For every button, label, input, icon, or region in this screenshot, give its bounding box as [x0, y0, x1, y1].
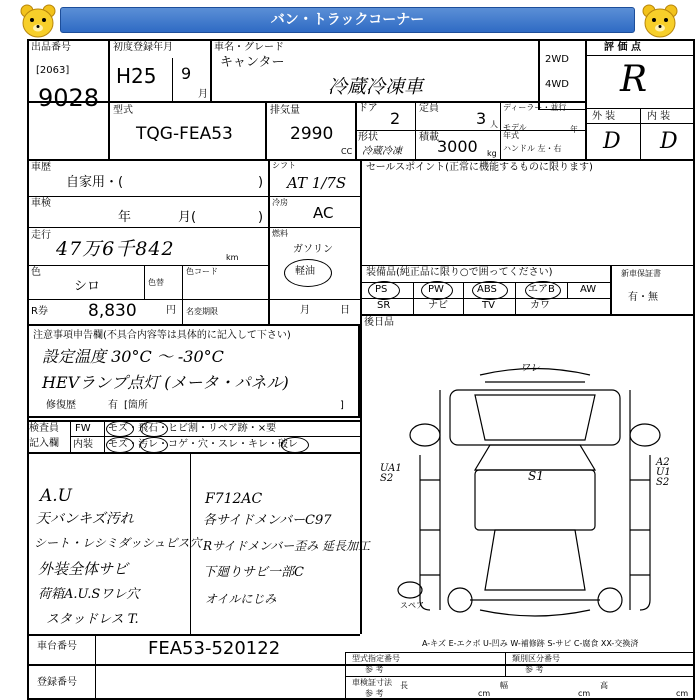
mileage-unit: km — [226, 253, 239, 262]
dims-length-unit: cm — [478, 689, 491, 698]
notes-line2: HEVランプ点灯 (メータ・パネル) — [42, 373, 289, 392]
chassis-value: FEA53-520122 — [148, 638, 281, 659]
rear-seat-label: 後日品 — [364, 317, 394, 328]
equipment-pw-circle — [421, 281, 453, 300]
load-label: 積載 — [419, 132, 439, 143]
chassis-label: 車台番号 — [37, 641, 77, 652]
mileage-label: 走行 — [31, 230, 51, 241]
ac-value: AC — [313, 204, 334, 222]
model-name-label: 車名・グレード — [214, 42, 284, 53]
equipment-ps: PS — [375, 284, 388, 295]
rating-exterior-label: 外 装 — [592, 111, 616, 122]
history-close: ) — [258, 175, 264, 190]
dealer-year-unit: 年 — [570, 125, 578, 134]
drive-4wd: 4WD — [545, 79, 569, 90]
drive-2wd: 2WD — [545, 54, 569, 65]
inspector-note-left-0: A.U — [40, 486, 73, 506]
dims-height-unit: cm — [676, 689, 689, 698]
first-reg-month: 9 — [181, 64, 192, 83]
recycle-value: 8,830 — [88, 301, 137, 321]
displacement-label: 排気量 — [270, 105, 300, 116]
color-label: 色 — [31, 267, 41, 278]
dims-width: 幅 — [500, 681, 508, 690]
inspector-note-left-4: 荷箱A.U.Sワレ穴 — [38, 587, 140, 602]
first-reg-label: 初度登録年月 — [113, 42, 173, 53]
fuel-label: 燃料 — [272, 229, 288, 238]
name-change-month: 月 — [300, 305, 310, 316]
diagram-legend: A-キズ E-エクボ U-凹み W-補修跡 S-サビ C-腐食 XX-交換済 — [422, 639, 639, 648]
door-value: 2 — [390, 109, 401, 128]
shift-value: AT 1/7S — [287, 174, 347, 192]
displacement-value: 2990 — [290, 124, 334, 144]
dims-label: 車検証寸法 — [352, 678, 392, 687]
inspector-row1-head: FW — [75, 423, 91, 434]
mileage-value: 47万6千842 — [56, 238, 175, 260]
repair-close: ] — [340, 400, 344, 411]
diagram-top-mark: ワレ — [520, 363, 540, 374]
inspector-label1: 検査員 — [29, 423, 59, 434]
equipment-abs: ABS — [477, 284, 497, 295]
load-unit: kg — [487, 149, 497, 158]
dims-height: 高 — [600, 681, 608, 690]
repair-value: 有 — [108, 400, 118, 411]
recycle-unit: 円 — [166, 305, 176, 316]
diagram-spare-label: スペア — [400, 601, 424, 610]
inspector-note-right-1: 各サイドメンバーC97 — [203, 513, 332, 528]
dims-width-unit: cm — [578, 689, 591, 698]
equipment-airbag-circle — [525, 281, 561, 300]
shift-label: シフト — [272, 161, 296, 170]
notes-line1: 設定温度 30°C 〜 -30°C — [42, 347, 224, 366]
model-name-value: キャンター — [220, 55, 285, 70]
dims-length: 長 — [400, 681, 408, 690]
inspection-close: ) — [258, 210, 264, 225]
first-reg-year: H25 — [116, 64, 157, 88]
diagram-center-mark: S1 — [528, 469, 544, 483]
name-change-day: 日 — [340, 305, 350, 316]
type-label: 型式 — [113, 105, 133, 116]
fuel-gasoline: ガソリン — [293, 244, 333, 255]
dealer-handle-label: ハンドル 左・右 — [503, 144, 562, 153]
header-banner — [60, 7, 635, 33]
color-tone-label: 色替 — [148, 278, 164, 287]
sales-point-label: セールスポイント(正常に機能するものに限ります) — [366, 162, 593, 173]
repair-label: 修復歴 — [46, 400, 76, 411]
equipment-leather: カワ — [530, 300, 550, 311]
door-label: ドア — [358, 103, 378, 114]
fw-mark-circle-1 — [106, 421, 134, 437]
inspector-row2-items: モズ・汚レ・コゲ・穴・スレ・キレ・破レ — [108, 439, 298, 450]
name-change-label: 名変期限 — [186, 307, 218, 316]
dealer-label: ディーラー・並行 — [503, 103, 567, 112]
warranty-label: 新車保証書 — [621, 269, 661, 278]
inspector-note-left-2: シート・レシミダッシュビス穴 — [34, 536, 202, 550]
inspector-note-right-3: 下廻りサビ一部C — [203, 565, 304, 580]
page-title: バン・トラックコーナー — [270, 12, 425, 28]
first-reg-month-unit: 月 — [198, 89, 208, 100]
repair-place: [箇所 — [124, 400, 148, 411]
load-value: 3000 — [437, 137, 478, 156]
lot-label: 出品番号 — [31, 42, 71, 53]
color-code-label: 色コード — [186, 267, 218, 276]
capacity-value: 3 — [476, 109, 487, 128]
interior-mark-circle-1 — [106, 437, 134, 453]
equipment-tv: TV — [482, 300, 495, 311]
interior-mark-circle-2 — [140, 437, 168, 453]
inspection-year-unit: 年 — [118, 210, 132, 225]
inspection-label: 車検 — [31, 198, 51, 209]
rating-exterior-value: D — [603, 129, 621, 154]
ac-label: 冷房 — [272, 198, 288, 207]
equipment-pw: PW — [428, 284, 444, 295]
inspector-row1-items: モズ・飛石・ヒビ割・リペア跡・×要 — [108, 423, 277, 434]
shape-label: 形状 — [358, 132, 378, 143]
inspector-note-left-5: スタッドレス T. — [46, 612, 139, 627]
rating-value: R — [620, 59, 648, 100]
warranty-value: 有・無 — [628, 292, 658, 303]
cert-label: 型式指定番号 — [352, 654, 400, 663]
type-value: TQG-FEA53 — [136, 124, 233, 144]
equipment-abs-circle — [472, 281, 508, 300]
registration-label: 登録番号 — [37, 677, 77, 688]
diagram-right-mark: A2 U1 S2 — [656, 457, 671, 488]
capacity-unit: 人 — [490, 120, 498, 129]
inspector-row2-head: 内装 — [73, 439, 93, 450]
cert-sub: 参 考 — [365, 665, 384, 674]
inspector-note-right-0: F712AC — [205, 491, 263, 507]
dims-sub: 参 考 — [365, 689, 384, 698]
equipment-navi: ナビ — [428, 300, 448, 311]
lot-sub: [2063] — [36, 65, 70, 76]
color-value: シロ — [74, 279, 101, 294]
recycle-label: R券 — [31, 306, 48, 317]
fuel-diesel: 軽油 — [295, 266, 315, 277]
inspector-note-right-4: オイルにじみ — [205, 592, 277, 606]
interior-mark-circle-3 — [281, 437, 309, 453]
mascot-bear-icon-right — [640, 2, 680, 40]
rating-label: 評 価 点 — [604, 42, 641, 53]
class-label: 類別区分番号 — [512, 654, 560, 663]
equipment-airbag: エアB — [528, 284, 555, 295]
history-value: 自家用・( — [66, 175, 124, 190]
equipment-ps-circle — [368, 281, 400, 300]
diagram-left-mark: UA1 S2 — [380, 463, 402, 484]
inspector-note-left-1: 天バンキズ汚れ — [36, 511, 134, 527]
shape-value: 冷蔵冷凍 — [362, 146, 402, 157]
inspector-note-left-3: 外装全体サビ — [38, 560, 129, 578]
inspector-note-right-2: Rサイドメンバー歪み 延長加工 — [203, 539, 371, 553]
displacement-unit: CC — [341, 147, 353, 156]
fuel-selected-circle — [284, 259, 332, 287]
notes-label: 注意事項申告欄(不具合内容等は具体的に記入して下さい) — [33, 330, 291, 341]
equipment-sr: SR — [377, 300, 391, 311]
history-label: 車歴 — [31, 162, 51, 173]
dealer-model-year-label: モデル年式 — [503, 123, 527, 140]
inspection-month-unit: 月( — [178, 210, 197, 225]
equipment-label: 装備品(純正品に限り○で囲ってください) — [366, 267, 553, 278]
mascot-bear-icon-left — [18, 2, 58, 40]
equipment-aw: AW — [580, 284, 597, 295]
class-sub: 参 考 — [525, 665, 544, 674]
capacity-label: 定員 — [419, 103, 439, 114]
lot-number: 9028 — [38, 84, 100, 112]
rating-interior-label: 内 装 — [647, 111, 671, 122]
model-grade-value: 冷蔵冷凍車 — [328, 76, 424, 98]
inspector-label2: 記入欄 — [29, 438, 59, 449]
car-damage-diagram — [380, 360, 690, 630]
rating-interior-value: D — [660, 129, 678, 154]
fw-mark-circle-2 — [140, 421, 168, 437]
